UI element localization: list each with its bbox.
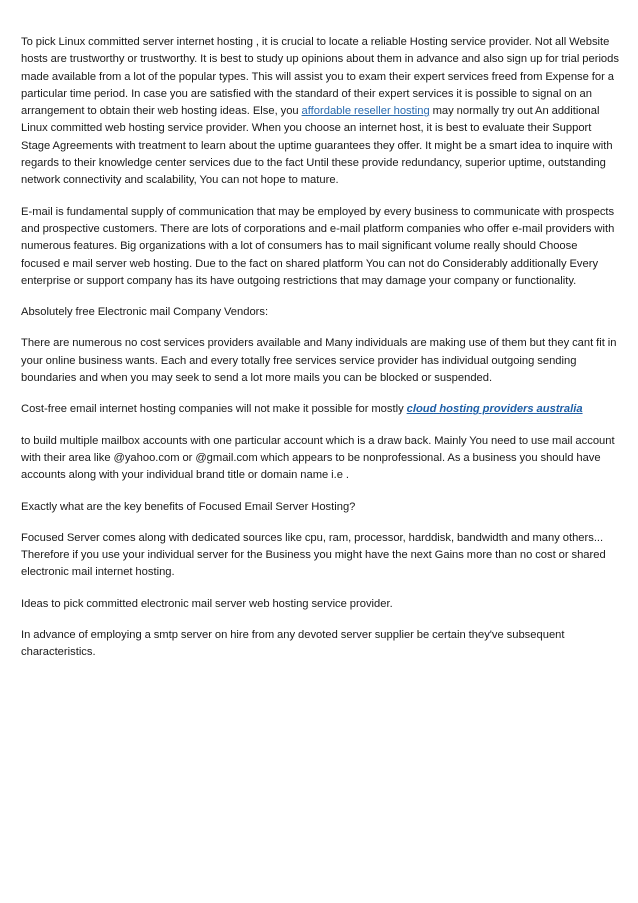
paragraph-email-communication: E-mail is fundamental supply of communication that may be employed by every business to communicate with prospects and prospective customers. There are lots of corporations and e-mail platform companies who offer e-mail providers with numerous features. Big organizations with a lot of consumers has to mail significant volume really should Choose focused e mail server web hosting. Due to the fact on shared platform You can not do Considerably additionally Every enterprise or support company has its have outgoing restrictions that may damage your company or functionality. (21, 205, 615, 287)
heading-free-email-vendors: Absolutely free Electronic mail Company Vendors: (21, 306, 269, 319)
paragraph-text: may normally try out An additional Linux committed web hosting service provider. When you choose an internet host, it is best to evaluate their Support Stage Agreements with treatment to learn about the uptime guarantees they offer. It might be a smart idea to inquire with regards to their knowledge center services due to the fact Until these provide redundancy, superior uptime, outstanding network connectivity and scalability, You can not hope to mature. (21, 105, 613, 187)
paragraph-smtp-server: In advance of employing a smtp server on hire from any devoted server supplier be certain they've subsequent characteristics. (21, 629, 565, 659)
paragraph-focused-server: Focused Server comes along with dedicated sources like cpu, ram, processor, harddisk, bandwidth and many others... Therefore if you use your individual server for the Business you might have the next Gains more than no cost or shared electronic mail internet hosting. (21, 531, 606, 579)
heading-key-benefits: Exactly what are the key benefits of Focused Email Server Hosting? (21, 500, 356, 513)
cloud-hosting-providers-link[interactable]: cloud hosting providers australia (406, 403, 583, 416)
paragraph-free-services: There are numerous no cost services providers available and Many individuals are making use of them but they cant fit in your online business wants. Each and every totally free services service provider has individual outgoing sending boundaries and when you may seek to send a lot more mails you can be blocked or suspended. (21, 337, 617, 385)
paragraph-text: To pick Linux committed server internet hosting , it is crucial to locate a reliable Hosting service provider. Not all Website hosts are trustworthy or trustworthy. It is best to study up opinions about them in advance and also sign up for trial periods made available from a lot of the popular types. This will assist you to exam their expert services freed from Expense for a particular time period. In case you are satisfied with the standard of their expert services it is possible to signal on an arrangement to obtain their web hosting ideas. Else, you (21, 36, 619, 118)
paragraph-cost-free-hosting (21, 401, 619, 418)
paragraph-text: Cost-free email internet hosting companies will not make it possible for mostly (21, 403, 407, 416)
paragraph-linux-hosting (21, 34, 619, 190)
paragraph-mailbox-accounts: to build multiple mailbox accounts with one particular account which is a draw back. Mainly You need to use mail account with their area like @yahoo.com or @gmail.com which appears to be nonprofessional. As a business you should have accounts along with your individual brand title or domain name i.e . (21, 434, 615, 482)
heading-ideas-to-pick: Ideas to pick committed electronic mail server web hosting service provider. (21, 597, 393, 610)
document-page (21, 34, 619, 676)
affordable-reseller-hosting-link[interactable]: affordable reseller hosting (301, 105, 430, 118)
